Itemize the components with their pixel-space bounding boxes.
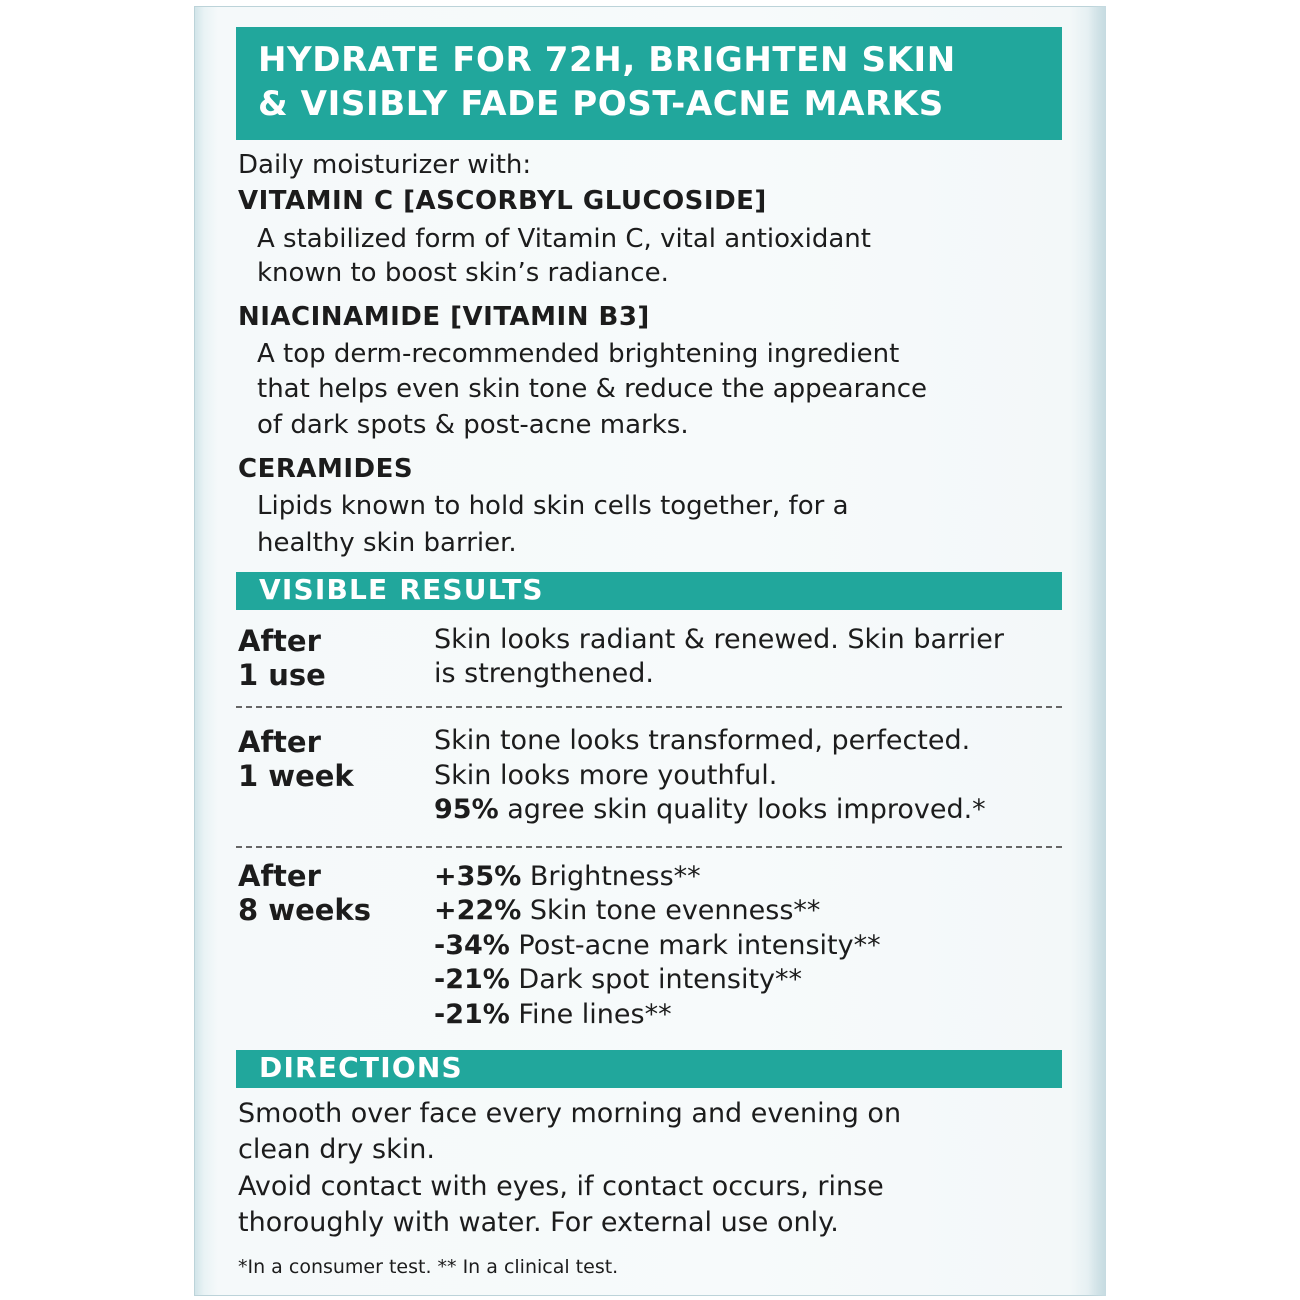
stat-value: +35% bbox=[434, 861, 522, 892]
ingredient-name: CERAMIDES bbox=[238, 454, 414, 484]
result-stat bbox=[434, 895, 820, 926]
result-stat bbox=[434, 930, 881, 961]
directions-text: thoroughly with water. For external use only. bbox=[238, 1207, 839, 1238]
ingredient-description: that helps even skin tone & reduce the appearance bbox=[257, 374, 927, 404]
ingredient-description: known to boost skin’s radiance. bbox=[257, 258, 669, 288]
result-stat bbox=[434, 861, 701, 892]
result-label bbox=[238, 726, 354, 792]
result-label-line: After bbox=[238, 859, 321, 893]
stat-text: Brightness** bbox=[521, 861, 701, 892]
row-divider bbox=[236, 846, 1062, 848]
footnote: *In a consumer test. ** In a clinical test. bbox=[238, 1256, 619, 1278]
ingredient-name: NIACINAMIDE [VITAMIN B3] bbox=[238, 302, 650, 332]
result-label-line: 1 week bbox=[238, 759, 354, 793]
stat-value: -21% bbox=[434, 964, 510, 995]
stat-value: +22% bbox=[434, 895, 522, 926]
result-text: Skin looks radiant & renewed. Skin barrier bbox=[434, 624, 1004, 655]
stat-text: Fine lines** bbox=[509, 999, 672, 1030]
ingredient-description: Lipids known to hold skin cells together, for a bbox=[257, 491, 849, 521]
ingredient-description: of dark spots & post-acne marks. bbox=[257, 410, 689, 440]
result-label-line: After bbox=[238, 624, 321, 658]
headline-line-2: & VISIBLY FADE POST-ACNE MARKS bbox=[258, 84, 944, 124]
result-stat bbox=[434, 964, 802, 995]
ingredient-description: healthy skin barrier. bbox=[257, 528, 517, 558]
ingredient-description: A stabilized form of Vitamin C, vital antioxidant bbox=[257, 224, 871, 254]
directions-title: DIRECTIONS bbox=[259, 1051, 463, 1084]
stat-text: Skin tone evenness** bbox=[521, 895, 821, 926]
result-label-line: After bbox=[238, 725, 321, 759]
headline-line-1: HYDRATE FOR 72H, BRIGHTEN SKIN bbox=[258, 40, 956, 80]
result-label bbox=[238, 625, 326, 691]
result-label-line: 1 use bbox=[238, 658, 326, 692]
stat-value: 95% bbox=[434, 794, 499, 825]
directions-text: clean dry skin. bbox=[238, 1134, 435, 1165]
intro-text: Daily moisturizer with: bbox=[238, 150, 532, 180]
row-divider bbox=[236, 706, 1062, 708]
stat-text: Dark spot intensity** bbox=[509, 964, 803, 995]
directions-text: Avoid contact with eyes, if contact occurs, rinse bbox=[238, 1171, 884, 1202]
results-title: VISIBLE RESULTS bbox=[259, 573, 544, 606]
directions-text: Smooth over face every morning and evening on bbox=[238, 1098, 902, 1129]
stat-value: -21% bbox=[434, 999, 510, 1030]
result-stat bbox=[434, 999, 672, 1030]
result-text: Skin tone looks transformed, perfected. bbox=[434, 725, 971, 756]
result-label-line: 8 weeks bbox=[238, 893, 371, 927]
stat-text: Post-acne mark intensity** bbox=[509, 930, 881, 961]
stat-text: agree skin quality looks improved.* bbox=[498, 794, 986, 825]
stat-value: -34% bbox=[434, 930, 510, 961]
ingredient-name: VITAMIN C [ASCORBYL GLUCOSIDE] bbox=[238, 186, 767, 216]
result-stat bbox=[434, 794, 986, 825]
ingredient-description: A top derm-recommended brightening ingredient bbox=[257, 339, 900, 369]
result-label bbox=[238, 860, 371, 926]
result-text: is strengthened. bbox=[434, 658, 654, 689]
result-text: Skin looks more youthful. bbox=[434, 760, 778, 791]
